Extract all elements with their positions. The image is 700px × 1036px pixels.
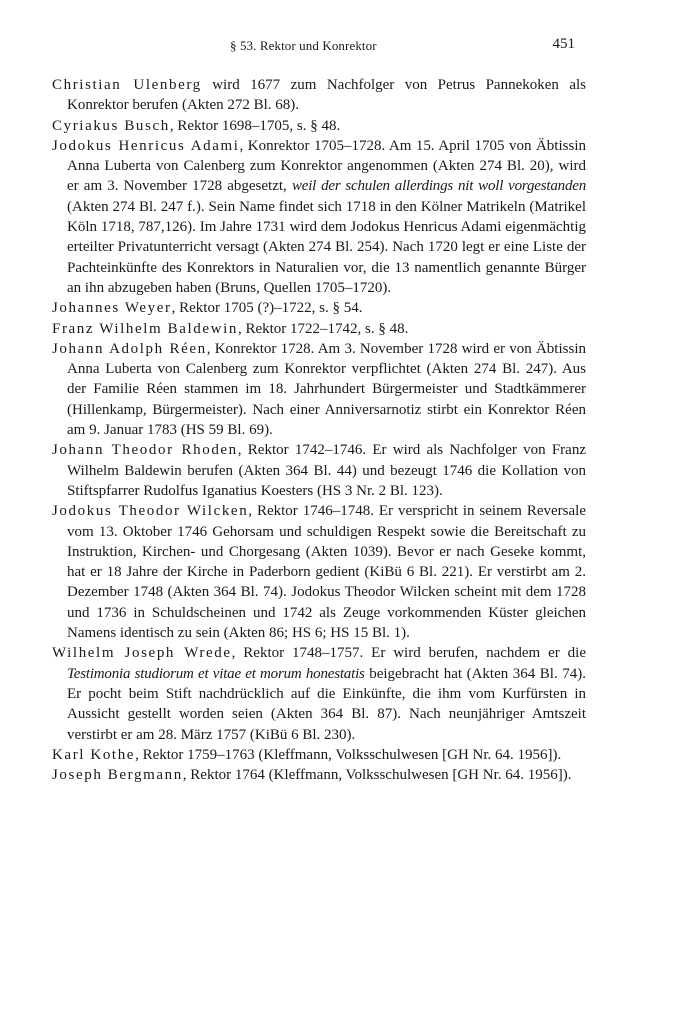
entry-text-continued: (Akten 274 Bl. 247 f.). Sein Name findet sich 1718 in den Kölner Matrikeln (Matrikel Köln 1718, 787,126). Im Jahre 1731 wird dem Jodokus Henricus Adami eigenmächtig erteilter Privatunterricht versagt (Akten 274 Bl. 254). Nach 1720 legt er eine Liste der Pachteinkünfte des Konrektors in Naturalien vor, die 13 namentlich genannte Bürger an ihn abzugeben haben (Bruns, Quellen 1705–1720). <box>67 198 586 296</box>
entry-quote: weil der schulen allerdings nit woll vorgestanden <box>291 178 586 195</box>
entry-name: Franz Wilhelm Baldewin <box>52 320 238 337</box>
entry-adami <box>52 136 586 298</box>
entry-text: , Konrektor 1705–1728. Am 15. April 1705 von Äbtissin Anna Luberta von Calenberg zum Konrektor angenommen (Akten 274 Bl. 20), wird er am 3. November 1728 abgesetzt, <box>67 137 586 195</box>
entry-weyer <box>52 298 586 318</box>
entry-quote: Testimonia studiorum et vitae et morum honestatis <box>67 665 365 682</box>
entry-name: Cyriakus Busch <box>52 117 170 134</box>
entry-text: , Rektor 1722–1742, s. § 48. <box>237 320 409 337</box>
entry-text: , Rektor 1742–1746. Er wird als Nachfolger von Franz Wilhelm Baldewin berufen (Akten 364 Bl. 44) und bezeugt 1746 die Kollation von Stiftspfarrer Rudolfus Iganatius Koesters (HS 3 Nr. 2 Bl. 123). <box>67 442 586 499</box>
entry-text: wird 1677 zum Nachfolger von Petrus Pannekoken als Konrektor berufen (Akten 272 Bl. 68). <box>67 77 587 114</box>
entry-name: Wilhelm Joseph Wrede <box>52 645 232 662</box>
entry-text: , Konrektor 1728. Am 3. November 1728 wird er von Äbtissin Anna Luberta von Calenberg zum Konrektor verpflichtet (Akten 274 Bl. 247). Aus der Familie Réen stammen im 18. Jahrhundert Bürgermeister und Stadtkämmerer (Hillenkamp, Bürgermeister). Nach einer Anniversarnotiz stirbt ein Konrektor Réen am 9. Januar 1783 (HS 59 Bl. 69). <box>67 340 586 439</box>
entry-kothe <box>52 745 586 765</box>
register-entries <box>52 75 586 785</box>
entry-text: , Rektor 1698–1705, s. § 48. <box>169 117 341 134</box>
entry-reen <box>52 339 586 440</box>
entry-text: , Rektor 1746–1748. Er verspricht in seinem Reversale vom 13. Oktober 1746 Gehorsam und schuldigen Respekt sowie die Bereitschaft zu Instruktion, Kirchen- und Chorgesang (Akten 1039). Bevor er nach Geseke kommt, hat er 18 Jahre der Kirche in Paderborn gedient (KiBü 6 Bl. 221). Er verstirbt am 2. Dezember 1748 (Akten 364 Bl. 74). Jodokus Theodor Wilcken scheint mit dem 1728 und 1736 in Schuldscheinen und 1742 als Zeuge vorkommenden Küster gleichen Namens identisch zu sein (Akten 86; HS 6; HS 15 Bl. 1). <box>67 503 586 642</box>
entry-name: Johannes Weyer <box>52 300 172 317</box>
entry-baldewin <box>52 319 586 339</box>
entry-text: , Rektor 1748–1757. Er wird berufen, nachdem er die <box>231 645 586 662</box>
entry-name: Karl Kothe <box>52 746 136 763</box>
entry-name: Christian Ulenberg <box>52 77 202 93</box>
entry-text: , Rektor 1764 (Kleffmann, Volksschulwesen [GH Nr. 64. 1956]). <box>182 767 572 784</box>
entry-wilcken <box>52 501 586 643</box>
entry-wrede <box>52 643 586 744</box>
section-title: § 53. Rektor und Konrektor <box>230 38 377 53</box>
entry-name: Jodokus Henricus Adami <box>52 137 240 154</box>
page-number: 451 <box>552 36 575 52</box>
entry-text: , Rektor 1705 (?)–1722, s. § 54. <box>171 300 363 317</box>
entry-name: Jodokus Theodor Wilcken <box>52 503 249 520</box>
entry-name: Johann Theodor Rhoden <box>52 442 238 459</box>
running-head <box>0 38 700 58</box>
entry-text: , Rektor 1759–1763 (Kleffmann, Volksschulwesen [GH Nr. 64. 1956]). <box>135 746 562 763</box>
entry-ulenberg <box>52 75 586 116</box>
entry-text-continued: beigebracht hat (Akten 364 Bl. 74). Er pocht beim Stift nachdrücklich auf die Einkünfte, die ihm vom Kurfürsten in Aussicht gestellt worden seien (Akten 364 Bl. 87). Nach neunjähriger Amtszeit verstirbt er am 28. März 1757 (KiBü 6 Bl. 230). <box>67 665 586 743</box>
entry-bergmann <box>52 765 586 785</box>
entry-busch <box>52 116 586 136</box>
entry-name: Johann Adolph Réen <box>52 340 207 357</box>
entry-rhoden <box>52 440 586 501</box>
entry-name: Joseph Bergmann <box>52 767 183 784</box>
